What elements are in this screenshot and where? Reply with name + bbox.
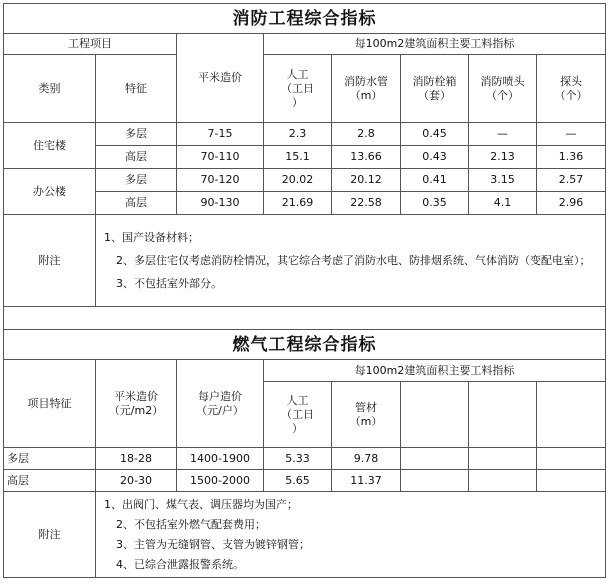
fire-row-sprinkler: 3.15 — [469, 169, 537, 192]
fire-category-office: 办公楼 — [4, 169, 96, 215]
gas-empty-cell — [469, 470, 537, 492]
fire-col-pipe-line2: （m） — [349, 88, 383, 102]
fire-note-2: 2、多层住宅仅考虑消防栓情况，其它综合考虑了消防水电、防排烟系统、气体消防（变配电室）； — [116, 254, 591, 267]
fire-row-sprinkler: 2.13 — [469, 146, 537, 169]
fire-col-pipe — [332, 55, 401, 123]
fire-col-box — [401, 55, 469, 123]
fire-row-box: 0.41 — [401, 169, 469, 192]
fire-col-sprinkler — [469, 55, 537, 123]
gas-empty-cell — [401, 448, 469, 470]
gas-empty-cell — [537, 470, 606, 492]
gas-col-feature: 项目特征 — [4, 360, 96, 448]
gas-row-price: 20-30 — [96, 470, 177, 492]
fire-col-feature: 特征 — [96, 55, 177, 123]
gas-empty-cell — [469, 448, 537, 470]
gas-note-2: 2、不包括室外燃气配套费用； — [116, 517, 266, 531]
fire-col-detector — [537, 55, 606, 123]
fire-project-header: 工程项目 — [4, 34, 177, 55]
fire-notes — [96, 215, 606, 307]
gas-row-labor: 5.65 — [264, 470, 332, 492]
fire-row-sprinkler: 4.1 — [469, 192, 537, 215]
gas-col-labor — [264, 382, 332, 448]
gas-empty-cell — [537, 448, 606, 470]
fire-row-price: 90-130 — [177, 192, 264, 215]
gas-note-3: 3、主管为无缝钢管、支管为镀锌钢管； — [116, 537, 310, 551]
gas-notes — [96, 492, 606, 578]
gas-notes-label: 附注 — [4, 492, 96, 578]
fire-row-detector: — — [537, 123, 606, 146]
fire-col-unit-price: 平米造价 — [177, 34, 264, 123]
fire-row-pipe: 13.66 — [332, 146, 401, 169]
gas-empty-col — [537, 382, 606, 448]
fire-row-box: 0.35 — [401, 192, 469, 215]
gas-row-feature: 多层 — [4, 448, 96, 470]
gas-group-header: 每100m2建筑面积主要工料指标 — [264, 360, 606, 382]
fire-col-sprinkler-line2: （个） — [486, 88, 519, 102]
index-sheet — [3, 3, 605, 578]
fire-row-detector: 2.96 — [537, 192, 606, 215]
gas-row-feature: 高层 — [4, 470, 96, 492]
gas-col-pipe-line2: （m） — [349, 414, 383, 428]
fire-row-labor: 20.02 — [264, 169, 332, 192]
fire-row-detector: 1.36 — [537, 146, 606, 169]
gas-row-pipe: 11.37 — [332, 470, 401, 492]
fire-col-labor-line3: ） — [292, 95, 303, 109]
gas-row-labor: 5.33 — [264, 448, 332, 470]
gas-row-household: 1500-2000 — [177, 470, 264, 492]
gas-empty-col — [401, 382, 469, 448]
fire-row-price: 7-15 — [177, 123, 264, 146]
fire-row-feature: 多层 — [96, 123, 177, 146]
fire-col-sprinkler-line1: 消防喷头 — [480, 74, 525, 88]
fire-row-box: 0.45 — [401, 123, 469, 146]
gas-col-household-line2: （元/户） — [196, 403, 244, 417]
gas-col-household-price — [177, 360, 264, 448]
fire-row-detector: 2.57 — [537, 169, 606, 192]
fire-col-detector-line2: （个） — [554, 88, 588, 102]
gas-col-pipe — [332, 382, 401, 448]
table-row — [4, 470, 606, 492]
fire-col-labor-line2: （工日 — [281, 81, 314, 95]
gas-note-1: 1、出阀门、煤气表、调压器均为国产； — [104, 497, 298, 511]
gas-title: 燃气工程综合指标 — [4, 330, 606, 360]
gas-empty-col — [469, 382, 537, 448]
gas-col-pipe-line1: 管材 — [355, 400, 377, 414]
fire-note-1: 1、国产设备材料； — [104, 231, 199, 244]
fire-row-pipe: 22.58 — [332, 192, 401, 215]
gas-row-household: 1400-1900 — [177, 448, 264, 470]
fire-row-feature: 高层 — [96, 146, 177, 169]
index-table — [3, 3, 606, 578]
fire-row-pipe: 20.12 — [332, 169, 401, 192]
fire-col-labor — [264, 55, 332, 123]
fire-col-labor-line1: 人工 — [286, 67, 309, 81]
gas-col-unit-price — [96, 360, 177, 448]
gas-note-4: 4、已综合泄露报警系统。 — [116, 557, 244, 571]
fire-col-category: 类别 — [4, 55, 96, 123]
gas-empty-cell — [401, 470, 469, 492]
fire-title: 消防工程综合指标 — [4, 4, 606, 34]
table-row — [4, 169, 606, 192]
fire-row-pipe: 2.8 — [332, 123, 401, 146]
fire-col-box-line1: 消防栓箱 — [412, 74, 457, 88]
fire-row-price: 70-120 — [177, 169, 264, 192]
fire-col-detector-line1: 探头 — [560, 74, 582, 88]
fire-group-header: 每100m2建筑面积主要工料指标 — [264, 34, 606, 55]
fire-category-residential: 住宅楼 — [4, 123, 96, 169]
fire-note-3: 3、不包括室外部分。 — [116, 277, 222, 290]
gas-col-labor-line3: ） — [292, 421, 303, 435]
fire-row-labor: 21.69 — [264, 192, 332, 215]
fire-row-labor: 15.1 — [264, 146, 332, 169]
fire-col-pipe-line1: 消防水管 — [344, 74, 388, 88]
gas-col-labor-line2: （工日 — [281, 407, 314, 421]
table-row — [4, 123, 606, 146]
fire-notes-label: 附注 — [4, 215, 96, 307]
gas-col-unit-price-line2: （元/m2） — [108, 403, 164, 417]
table-row — [4, 448, 606, 470]
fire-row-feature: 多层 — [96, 169, 177, 192]
fire-row-feature: 高层 — [96, 192, 177, 215]
gas-row-pipe: 9.78 — [332, 448, 401, 470]
fire-col-box-line2: （套） — [418, 88, 451, 102]
gas-col-household-line1: 每户造价 — [198, 389, 242, 403]
fire-row-price: 70-110 — [177, 146, 264, 169]
gas-col-unit-price-line1: 平米造价 — [114, 389, 158, 403]
gas-row-price: 18-28 — [96, 448, 177, 470]
section-spacer — [4, 307, 606, 330]
gas-col-labor-line1: 人工 — [286, 393, 309, 407]
fire-row-sprinkler: — — [469, 123, 537, 146]
fire-row-labor: 2.3 — [264, 123, 332, 146]
fire-row-box: 0.43 — [401, 146, 469, 169]
